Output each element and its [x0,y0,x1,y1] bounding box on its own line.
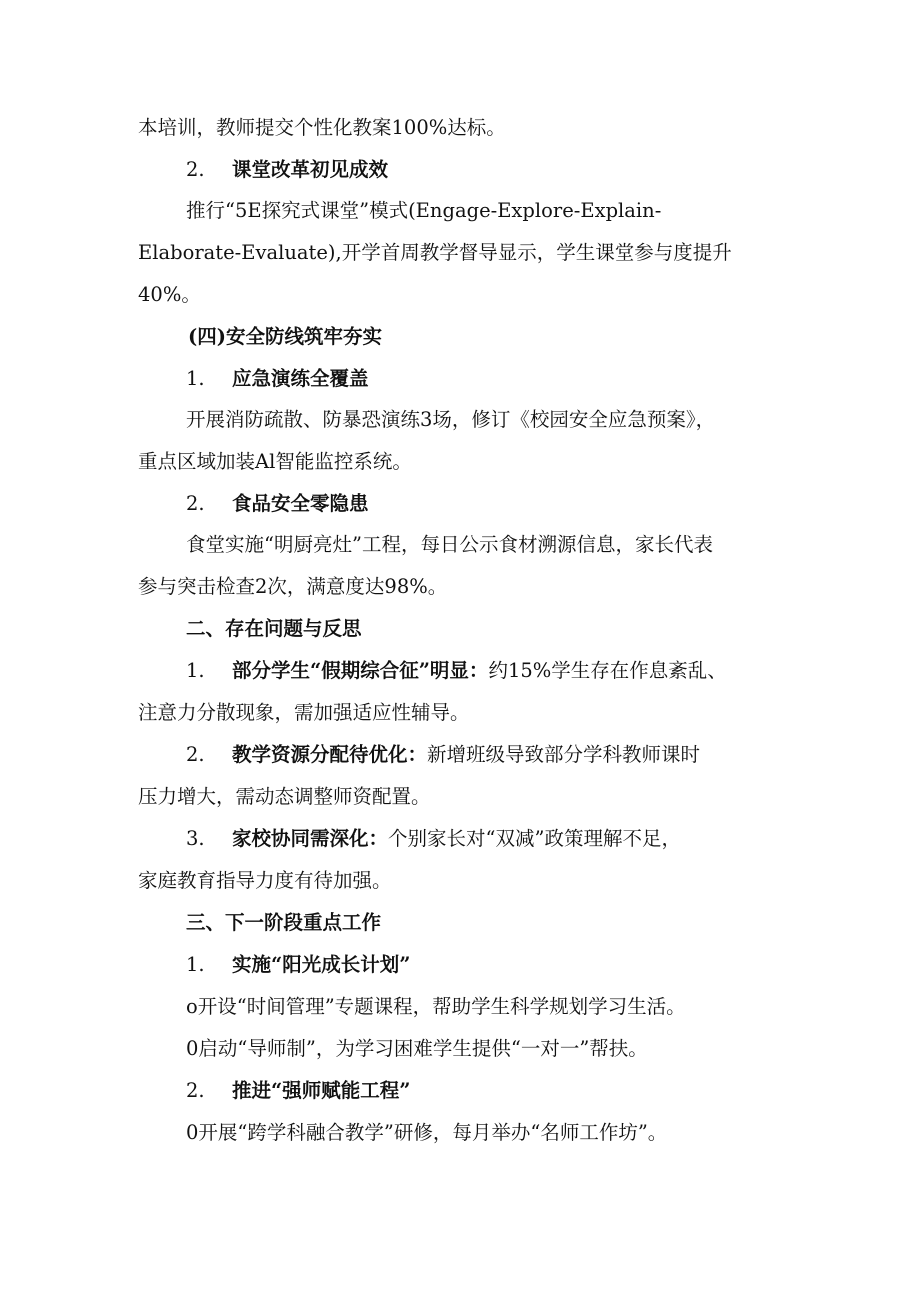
paragraph-line: 食堂实施“明厨亮灶”工程，每日公示食材溯源信息，家长代表 [186,533,713,556]
section-heading: 三、下一阶段重点工作 [186,911,382,934]
item-heading [186,952,410,978]
item-heading [186,1078,410,1104]
item-title: 部分学生“假期综合征”明显： [232,659,489,682]
item-text: 个别家长对“双减”政策理解不足， [388,827,681,850]
item-title: 教学资源分配待优化： [232,743,428,766]
item-text: 新增班级导致部分学科教师课时 [427,743,701,766]
bullet-line: 0开展“跨学科融合教学”研修，每月举办“名师工作坊”。 [186,1121,668,1144]
item-number: 1. [186,659,205,682]
item-text: 约15%学生存在作息紊乱、 [488,659,727,682]
paragraph-line: 注意力分散现象，需加强适应性辅导。 [138,701,470,724]
section-heading: 二、存在问题与反思 [186,617,362,640]
item-number: 1. [186,367,205,390]
item-number: 2. [186,492,205,515]
paragraph-line: 家庭教育指导力度有待加强。 [138,869,392,892]
paragraph-line: 本培训，教师提交个性化教案100%达标。 [138,116,506,139]
item-title: 实施“阳光成长计划” [232,953,411,976]
item-title: 应急演练全覆盖 [232,367,369,390]
paragraph-line: 重点区域加装Al智能监控系统。 [138,450,412,473]
item-title: 家校协同需深化： [232,827,389,850]
paragraph-line: 开展消防疏散、防暴恐演练3场，修订《校园安全应急预案》， [186,408,716,431]
item-heading [186,157,388,183]
paragraph-line: 参与突击检查2次，满意度达98%。 [138,575,448,598]
paragraph-line: 40%。 [138,283,201,306]
item-number: 2. [186,1079,205,1102]
paragraph-line: 推行“5E探究式课堂”模式(Engage-Explore-Explain- [186,199,662,222]
paragraph-line: 压力增大，需动态调整师资配置。 [138,785,431,808]
item-heading [186,491,369,517]
item-number: 2. [186,743,205,766]
bullet-line: o开设“时间管理”专题课程，帮助学生科学规划学习生活。 [186,995,686,1018]
item-title: 食品安全零隐患 [232,492,369,515]
bullet-line: 0启动“导师制”，为学习困难学生提供“一对一”帮扶。 [186,1037,648,1060]
item-number: 1. [186,953,205,976]
problem-item [186,658,727,684]
item-number: 2. [186,158,205,181]
item-title: 课堂改革初见成效 [232,158,389,181]
item-number: 3. [186,827,205,850]
paragraph-line: Elaborate-Evaluate),开学首周教学督导显示，学生课堂参与度提升 [138,241,732,264]
problem-item [186,742,700,768]
item-heading [186,366,369,392]
section-heading: (四)安全防线筑牢夯实 [188,325,382,348]
item-title: 推进“强师赋能工程” [232,1079,411,1102]
problem-item [186,826,681,852]
